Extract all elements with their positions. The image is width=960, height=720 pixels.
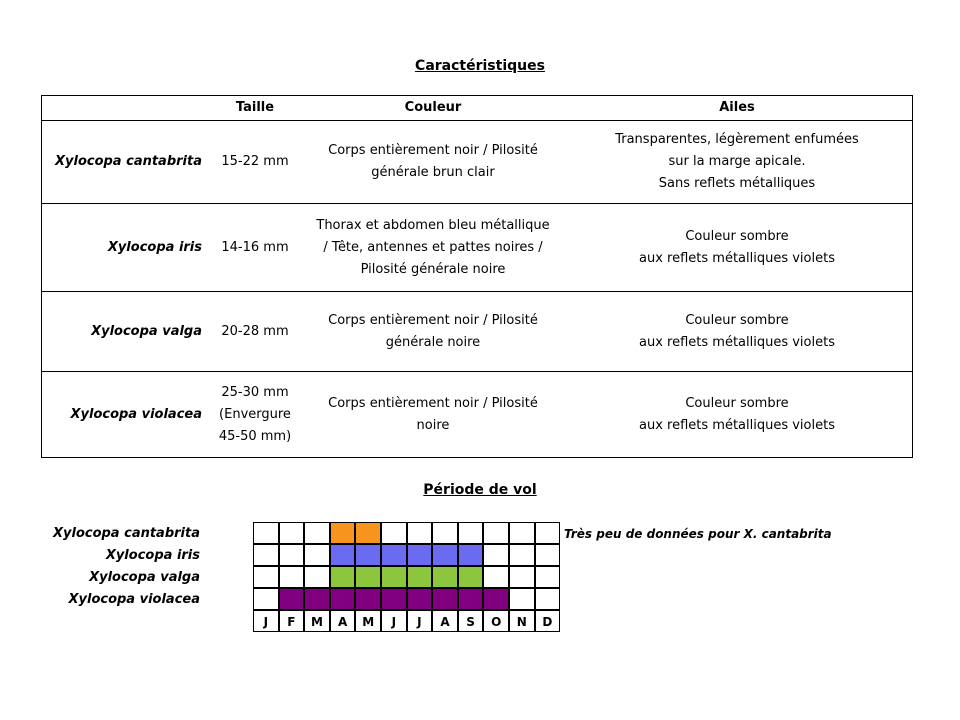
- flight-species-name: Xylocopa cantabrita: [52, 526, 200, 541]
- flight-cell-active: [381, 544, 407, 566]
- flight-cell: [304, 566, 330, 588]
- flight-cell: [509, 522, 535, 544]
- flight-cell: [458, 522, 484, 544]
- flight-cell-active: [432, 544, 458, 566]
- flight-cell: [483, 544, 509, 566]
- wings-description: Couleur sombre aux reflets métalliques violets: [639, 228, 835, 266]
- species-name: Xylocopa valga: [91, 323, 202, 339]
- flight-cell: [304, 544, 330, 566]
- flight-cell: [535, 522, 561, 544]
- color-description: Thorax et abdomen bleu métallique / Tête, antennes et pattes noires / Pilosité générale noire: [316, 217, 550, 277]
- species-name: Xylocopa cantabrita: [54, 154, 202, 169]
- species-name: Xylocopa violacea: [70, 406, 202, 422]
- flight-cell-active: [458, 588, 484, 610]
- month-label: A: [432, 610, 458, 632]
- flight-cell-active: [330, 588, 356, 610]
- flight-cell: [253, 522, 279, 544]
- flight-cell-active: [355, 522, 381, 544]
- flight-cell: [535, 588, 561, 610]
- flight-cell-active: [330, 544, 356, 566]
- flight-cell-active: [330, 522, 356, 544]
- month-label: J: [381, 610, 407, 632]
- size-value: 25-30 mm (Envergure 45-50 mm): [218, 384, 292, 444]
- wings-description: Couleur sombre aux reflets métalliques violets: [639, 312, 835, 350]
- flight-cell: [535, 544, 561, 566]
- flight-cell-active: [458, 566, 484, 588]
- size-value: 20-28 mm: [221, 323, 289, 339]
- flight-cell-active: [432, 588, 458, 610]
- month-label: S: [458, 610, 484, 632]
- flight-cell-active: [432, 566, 458, 588]
- flight-species-name: Xylocopa iris: [105, 548, 200, 563]
- color-description: Corps entièrement noir / Pilosité générale noire: [328, 312, 538, 350]
- flight-cell-active: [355, 544, 381, 566]
- flight-cell-active: [407, 588, 433, 610]
- species-name: Xylocopa iris: [107, 239, 202, 255]
- month-label: O: [483, 610, 509, 632]
- flight-cell: [304, 522, 330, 544]
- table-row: [42, 203, 912, 291]
- characteristics-table: [41, 95, 913, 458]
- size-value: 14-16 mm: [221, 239, 289, 255]
- header-wings: Ailes: [719, 100, 755, 115]
- color-description: Corps entièrement noir / Pilosité générale brun clair: [328, 143, 538, 180]
- flight-cell-active: [483, 588, 509, 610]
- flight-cell-active: [407, 566, 433, 588]
- size-value: 15-22 mm: [221, 154, 289, 169]
- header-size: Taille: [235, 100, 275, 115]
- flight-cell: [509, 544, 535, 566]
- flight-note: Très peu de données pour X. cantabrita: [564, 527, 832, 541]
- flight-cell-active: [279, 588, 305, 610]
- flight-cell: [253, 566, 279, 588]
- month-label: F: [279, 610, 305, 632]
- flight-cell: [483, 566, 509, 588]
- month-label: D: [535, 610, 561, 632]
- flight-cell-active: [458, 544, 484, 566]
- flight-cell: [253, 588, 279, 610]
- flight-cell-active: [355, 588, 381, 610]
- flight-cell: [483, 522, 509, 544]
- flight-cell-active: [381, 588, 407, 610]
- flight-species-name: Xylocopa valga: [89, 570, 200, 585]
- wings-description: Transparentes, légèrement enfumées sur la marge apicale. Sans reflets métalliques: [615, 132, 859, 191]
- table-row: [42, 371, 912, 457]
- flight-cell: [279, 544, 305, 566]
- wings-description: Couleur sombre aux reflets métalliques violets: [639, 395, 835, 433]
- flight-cell: [509, 588, 535, 610]
- table-row: [42, 120, 912, 203]
- month-label: N: [509, 610, 535, 632]
- month-label: J: [253, 610, 279, 632]
- month-label: J: [407, 610, 433, 632]
- flight-cell-active: [330, 566, 356, 588]
- month-label: M: [304, 610, 330, 632]
- flight-cell: [253, 544, 279, 566]
- flight-cell: [509, 566, 535, 588]
- table-row: [42, 291, 912, 371]
- month-label: A: [330, 610, 356, 632]
- flight-cell: [407, 522, 433, 544]
- flight-period-title: Période de vol: [423, 482, 537, 498]
- flight-cell: [279, 566, 305, 588]
- flight-cell: [279, 522, 305, 544]
- flight-cell-active: [407, 544, 433, 566]
- month-label: M: [355, 610, 381, 632]
- color-description: Corps entièrement noir / Pilosité noire: [328, 395, 538, 433]
- flight-cell: [381, 522, 407, 544]
- flight-species-name: Xylocopa violacea: [68, 592, 200, 607]
- header-color: Couleur: [404, 100, 462, 115]
- characteristics-title: Caractéristiques: [415, 58, 545, 74]
- flight-cell: [432, 522, 458, 544]
- flight-cell: [535, 566, 561, 588]
- flight-cell-active: [381, 566, 407, 588]
- flight-cell-active: [355, 566, 381, 588]
- flight-cell-active: [304, 588, 330, 610]
